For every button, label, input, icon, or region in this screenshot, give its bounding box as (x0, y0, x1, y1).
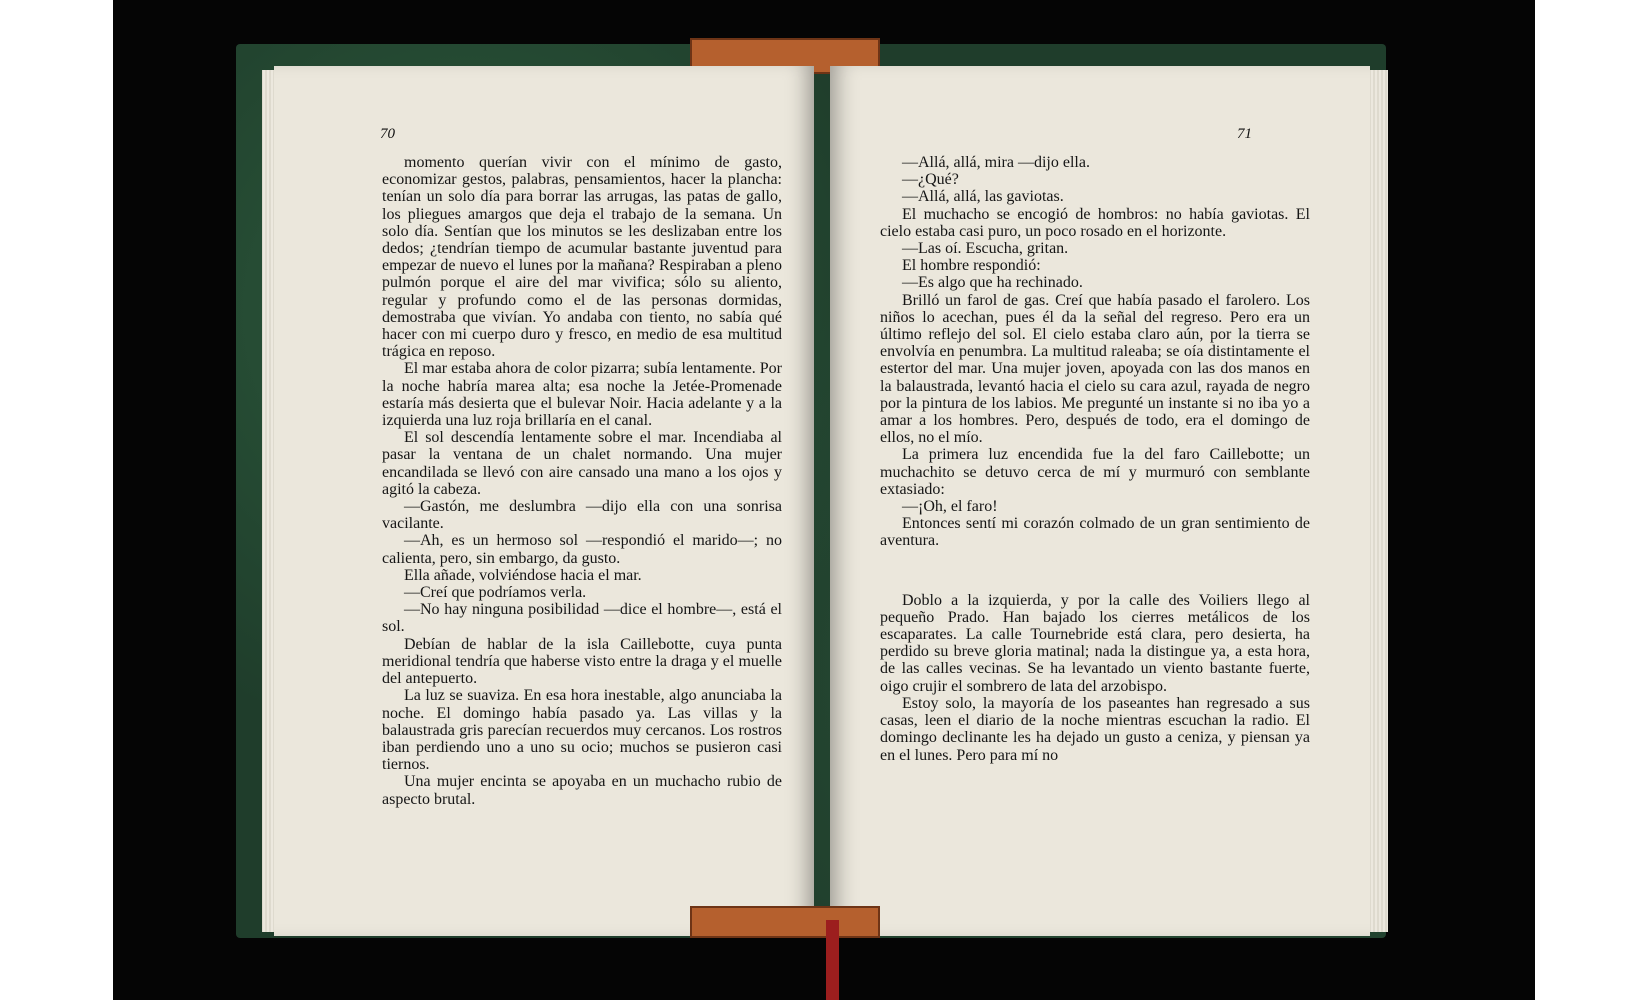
page-text (382, 154, 782, 808)
bookmark-ribbon (826, 920, 839, 1000)
paragraph: Ella añade, volviéndose hacia el mar. (404, 566, 642, 584)
paragraph: momento querían vivir con el mínimo de gasto, economizar gestos, palabras, pensamientos, hacer la plancha: tenían un solo día para borrar las arrugas, las patas de gallo, los pliegues amargos que deja el trabajo de la semana. Un solo día. Sentían que los minutos se les deslizaban entre los dedos; ¿tendrían tiempo de acumular bastante juventud para empezar de nuevo el lunes por la mañana? Respiraban a pleno pulmón porque el aire del mar vivifica; sólo su aliento, regular y profundo como el de las personas dormidas, demostraba que vivían. Yo andaba con tiento, no sabía qué hacer con mi cuerpo duro y fresco, en medio de esa multitud trágica en reposo. (382, 154, 782, 361)
paragraph: —Las oí. Escucha, gritan. (902, 240, 1069, 258)
paragraph: Estoy solo, la mayoría de los paseantes han regresado a sus casas, leen el diario de la noche mientras escuchan la radio. El domingo declinante les ha dejado un gusto a ceniza, y piensan ya en el lunes. Pero para mí no (880, 694, 1310, 764)
left-page (274, 66, 814, 936)
right-page (830, 66, 1370, 936)
paragraph-marked: La primera luz encendida fue la del faro Caillebotte; un muchachito se detuvo cerca de mí y murmuró con semblante extasiado: (880, 446, 1310, 498)
paragraph-marked: El mar estaba ahora de color pizarra; subía lentamente. Por la noche habría marea alta; esa noche la Jetée-Promenade estaría más desierta que el bulevar Noir. Hacia adelante y a la izquierda una luz roja brillaría en el canal. (382, 360, 782, 430)
paragraph: Doblo a la izquierda, y por la calle des Voiliers llego al pequeño Prado. Han bajado los cierres metálicos de los escaparates. La calle Tournebride está clara, pero desierta, ha perdido su breve gloria matinal; nada la distingue ya, a esta hora, de las calles vecinas. Se ha levantado un viento bastante fuerte, oigo crujir el sombrero de lata del arzobispo. (880, 591, 1310, 695)
paragraph: Entonces sentí mi corazón colmado de un gran sentimiento de aventura. (880, 515, 1310, 550)
paragraph: —¿Qué? (902, 171, 959, 189)
paragraph: —Gastón, me deslumbra —dijo ella con una sonrisa vacilante. (382, 498, 782, 533)
paragraph: —Allá, allá, las gaviotas. (902, 188, 1064, 206)
paragraph: —Es algo que ha rechinado. (902, 274, 1083, 292)
paragraph: El hombre respondió: (902, 257, 1041, 275)
paragraph: —¡Oh, el faro! (902, 498, 998, 516)
paragraph: Debían de hablar de la isla Caillebotte, cuya punta meridional tendría que haberse visto entre la draga y el muelle del antepuerto. (382, 635, 782, 688)
page-number: 71 (1237, 126, 1252, 142)
paragraph: —Creí que podríamos verla. (404, 584, 587, 602)
paragraph-marked: La luz se suaviza. En esa hora inestable, algo anunciaba la noche. El domingo había pasado ya. Las villas y la balaustrada gris parecían recuerdos muy cercanos. Los rostros iban perdiendo uno a uno su ocio; muchos se pusieron casi tiernos. (382, 687, 782, 774)
paragraph-marked: El muchacho se encogió de hombros: no había gaviotas. El cielo estaba casi puro, un poco rosado en el horizonte. (880, 205, 1310, 240)
paragraph: Brilló un farol de gas. Creí que había pasado el farolero. Los niños lo acechan, pues él da la señal del regreso. Pero era un último reflejo del sol. El cielo estaba claro aún, por la tierra se envolvía en penumbra. La multitud raleaba; se oía distintamente el estertor del mar. Una mujer joven, apoyada con las dos manos en la balaustrada, levantó hacia el cielo su cara azul, rayada de negro por la pintura de los labios. Me pregunté un instante si no iba yo a amar a los hombres. Pero, después de todo, era el domingo de ellos, no el mío. (880, 291, 1310, 447)
section-break (880, 550, 1310, 592)
headband-bottom (690, 906, 880, 938)
page-text (880, 154, 1310, 764)
paragraph: —Allá, allá, mira —dijo ella. (902, 154, 1090, 171)
paragraph: —Ah, es un hermoso sol —respondió el marido—; no calienta, pero, sin embargo, da gusto. (382, 532, 782, 567)
paragraph-marked: El sol descendía lentamente sobre el mar. Incendiaba al pasar la ventana de un chalet normando. Una mujer encandilada se llevó con aire cansado una mano a los ojos y agitó la cabeza. (382, 429, 782, 498)
page-number: 70 (380, 126, 395, 142)
paragraph: Una mujer encinta se apoyaba en un muchacho rubio de aspecto brutal. (382, 773, 782, 808)
paragraph: —No hay ninguna posibilidad —dice el hombre—, está el sol. (382, 601, 782, 636)
